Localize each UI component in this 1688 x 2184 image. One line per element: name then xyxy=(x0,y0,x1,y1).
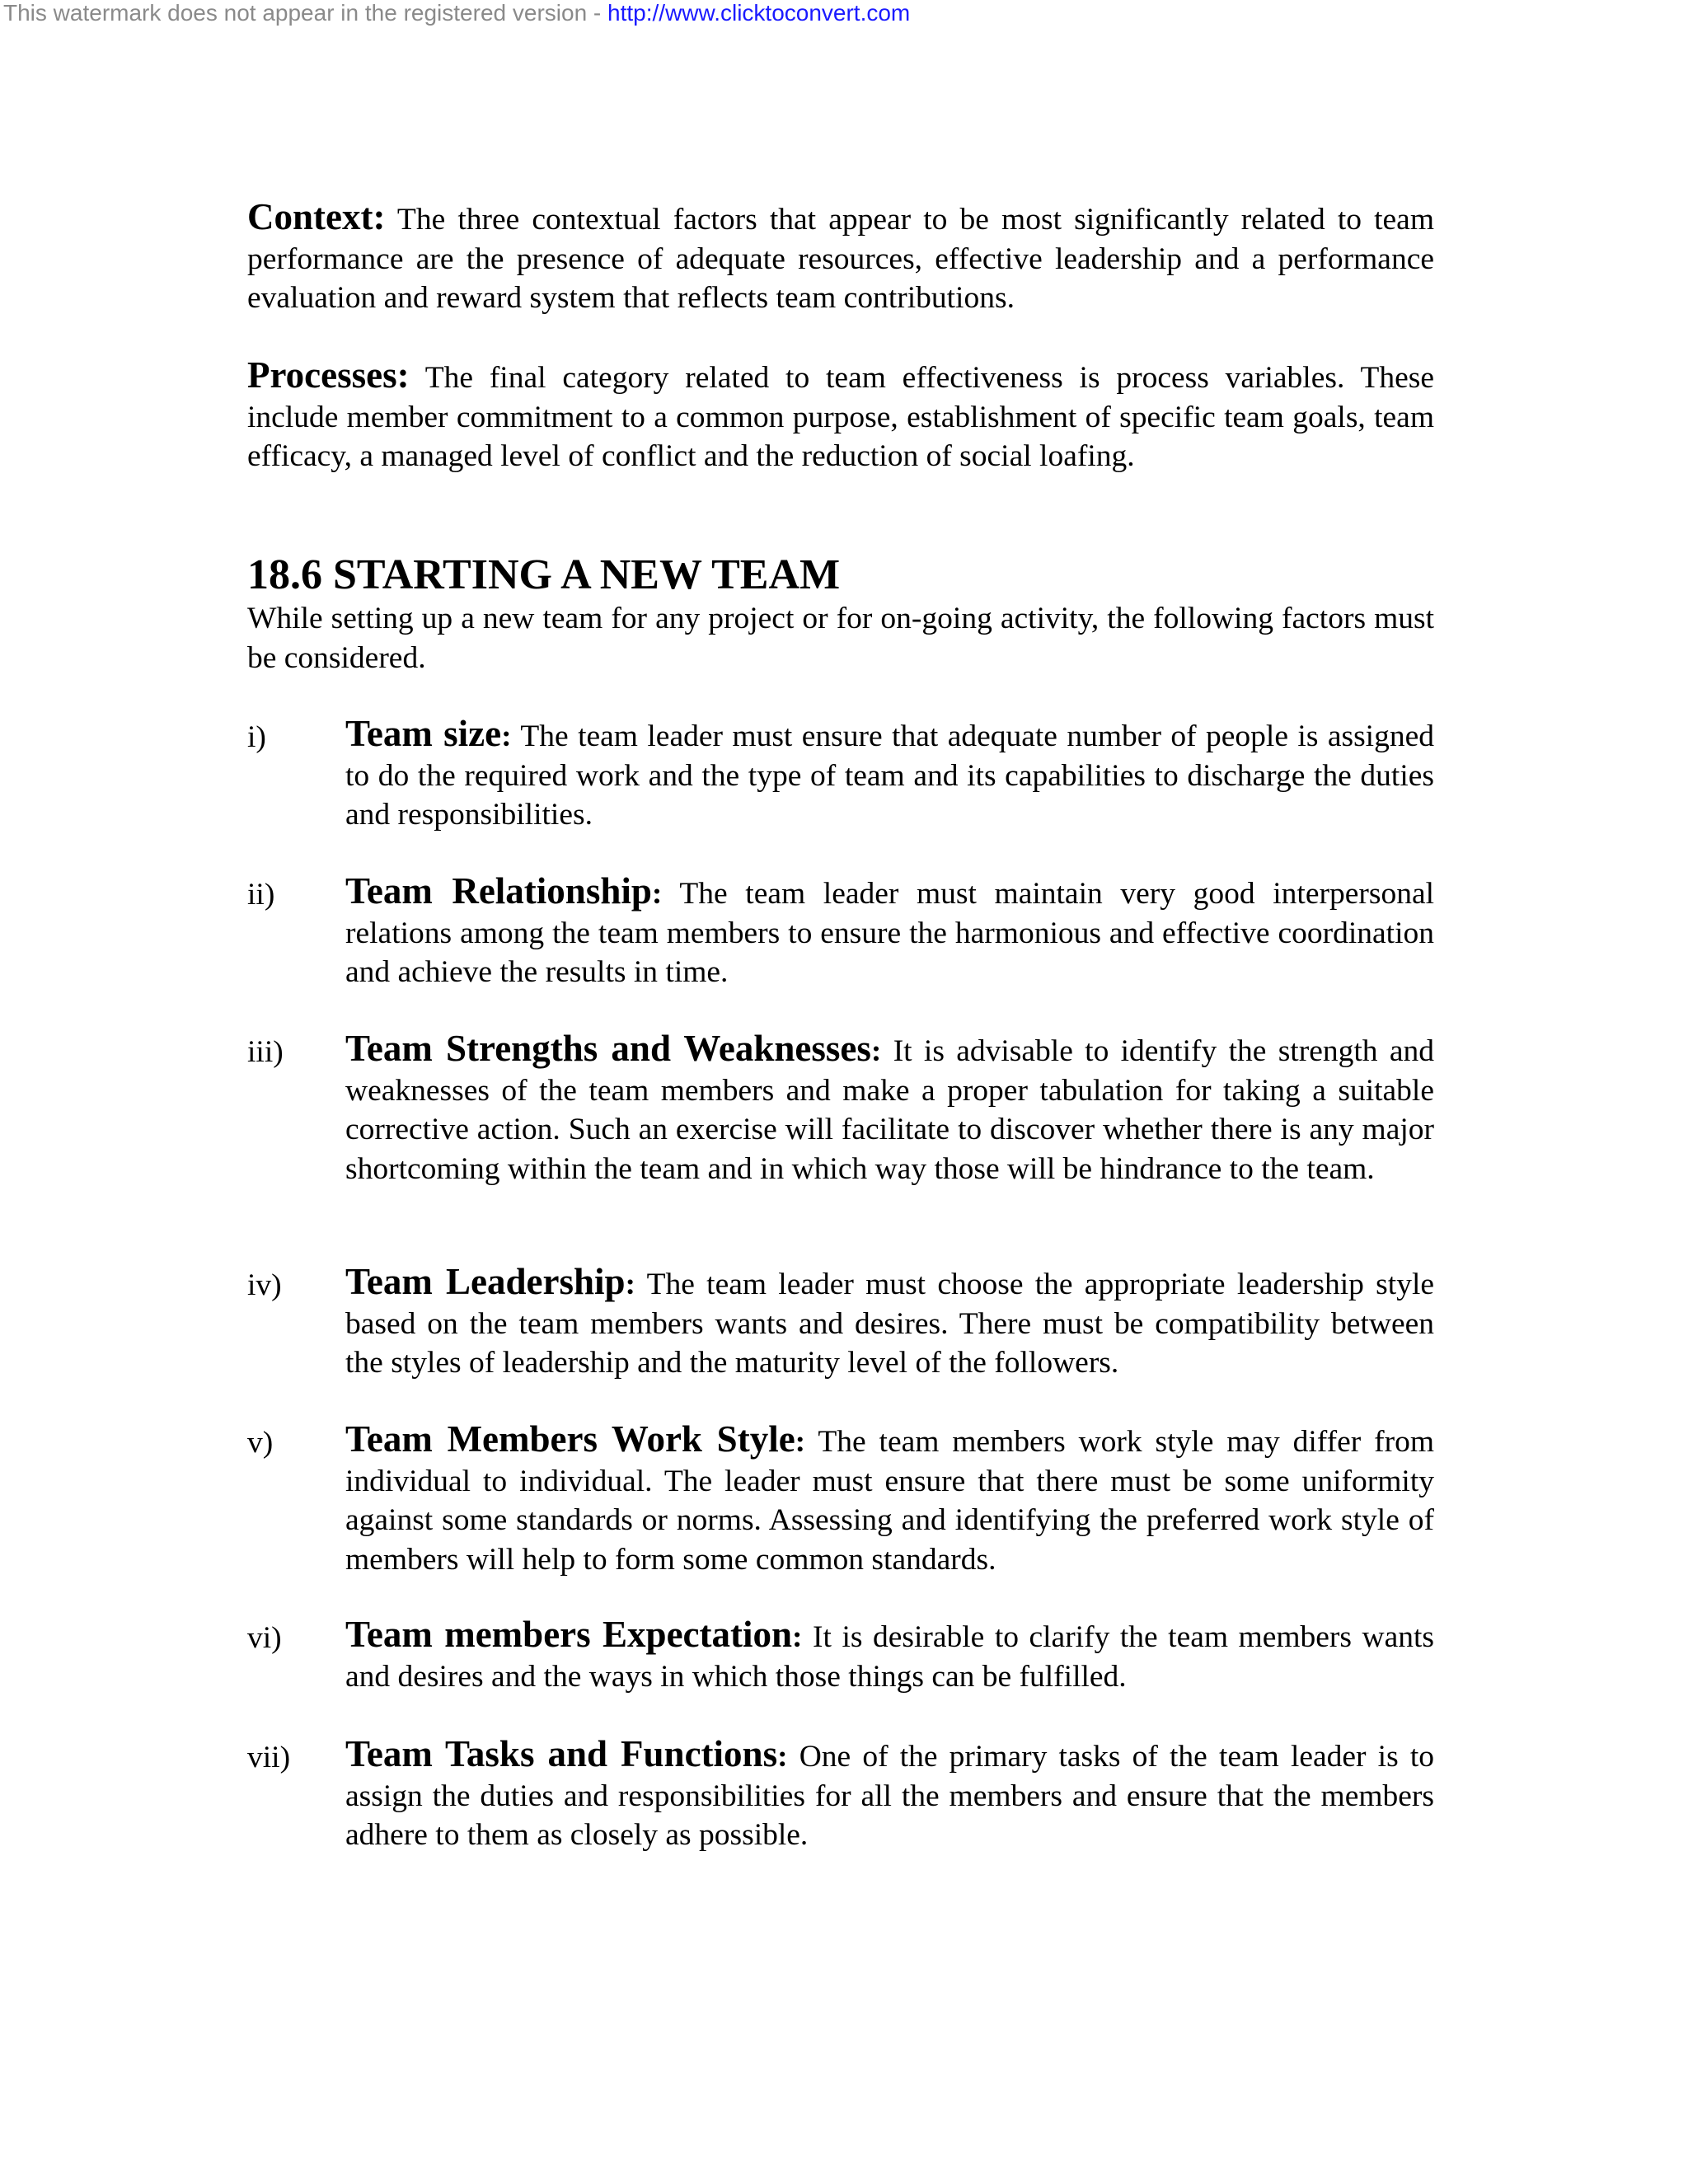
list-item-colon: : xyxy=(625,1268,636,1301)
list-item-term: Team size xyxy=(345,713,502,754)
list-item-number: vi) xyxy=(247,1621,282,1655)
list-item-text: The team leader must ensure that adequate number of people is assigned to do the required work and the type of team and its capabilities to discharge the duties and responsibilities. xyxy=(345,719,1434,832)
list-item-body xyxy=(345,1029,1434,1188)
list-item-colon: : xyxy=(792,1620,803,1654)
list-item-colon: : xyxy=(501,719,512,753)
list-item-colon: : xyxy=(777,1740,788,1774)
list-item-body xyxy=(345,872,1434,992)
context-text: The three contextual factors that appear to be most significantly related to team performance are the presence of adequate resources, effective leadership and a performance evaluation and reward system that reflects team contributions. xyxy=(247,203,1434,315)
list-item-colon: : xyxy=(651,877,663,911)
watermark-text: This watermark does not appear in the registered version - xyxy=(3,0,608,26)
list-item-body xyxy=(345,1420,1434,1579)
list-item-text: One of the primary tasks of the team leader is to assign the duties and responsibilities for all the members and ensure that the members adhere to them as closely as possible. xyxy=(345,1740,1434,1852)
context-paragraph xyxy=(247,198,1434,318)
list-item-colon: : xyxy=(870,1034,882,1068)
list-item-number: iv) xyxy=(247,1268,282,1302)
processes-lead: Processes: xyxy=(247,354,410,396)
list-item-colon: : xyxy=(795,1425,806,1459)
list-item-number: ii) xyxy=(247,878,275,912)
list-item-text: The team leader must maintain very good interpersonal relations among the team members to ensure the harmonious and effective coordination and achieve the results in time. xyxy=(345,877,1435,989)
list-item-term: Team Members Work Style xyxy=(345,1418,795,1460)
section-intro: While setting up a new team for any project or for on-going activity, the following factors must be considered. xyxy=(247,602,1434,675)
section-heading: 18.6 STARTING A NEW TEAM xyxy=(247,551,841,598)
processes-paragraph xyxy=(247,356,1434,476)
list-item-number: vii) xyxy=(247,1741,291,1774)
list-item-term: Team members Expectation xyxy=(345,1614,793,1655)
list-item-term: Team Relationship xyxy=(345,870,652,912)
list-item-body xyxy=(345,715,1434,835)
list-item-body xyxy=(345,1735,1434,1855)
list-item-number: iii) xyxy=(247,1035,284,1069)
list-item-body xyxy=(345,1263,1434,1383)
list-item-term: Team Tasks and Functions xyxy=(345,1733,778,1774)
list-item-number: v) xyxy=(247,1426,274,1460)
list-item-body xyxy=(345,1615,1434,1696)
list-item-text: It is advisable to identify the strength and weaknesses of the team members and make a proper tabulation for taking a suitable corrective action. Such an exercise will facilitate to discover whether there is any major shortcoming within the team and in which way those will be hindrance to the team. xyxy=(345,1034,1434,1186)
list-item-text: The team members work style may differ from individual to individual. The leader must ensure that there must be some uniformity against some standards or norms. Assessing and identifying the preferred work style of members will help to form some common standards. xyxy=(345,1425,1434,1577)
list-item-number: i) xyxy=(247,720,266,754)
processes-text: The final category related to team effectiveness is process variables. These include member commitment to a common purpose, establishment of specific team goals, team efficacy, a managed level of conflict and the reduction of social loafing. xyxy=(247,361,1434,473)
list-item-term: Team Strengths and Weaknesses xyxy=(345,1028,871,1069)
context-lead: Context: xyxy=(247,196,386,237)
list-item-text: It is desirable to clarify the team members wants and desires and the ways in which those things can be fulfilled. xyxy=(345,1620,1434,1694)
list-item-text: The team leader must choose the appropriate leadership style based on the team members wants and desires. There must be compatibility between the styles of leadership and the maturity level of the followers. xyxy=(345,1268,1435,1380)
watermark-link[interactable]: http://www.clicktoconvert.com xyxy=(607,0,911,26)
list-item-term: Team Leadership xyxy=(345,1261,626,1302)
